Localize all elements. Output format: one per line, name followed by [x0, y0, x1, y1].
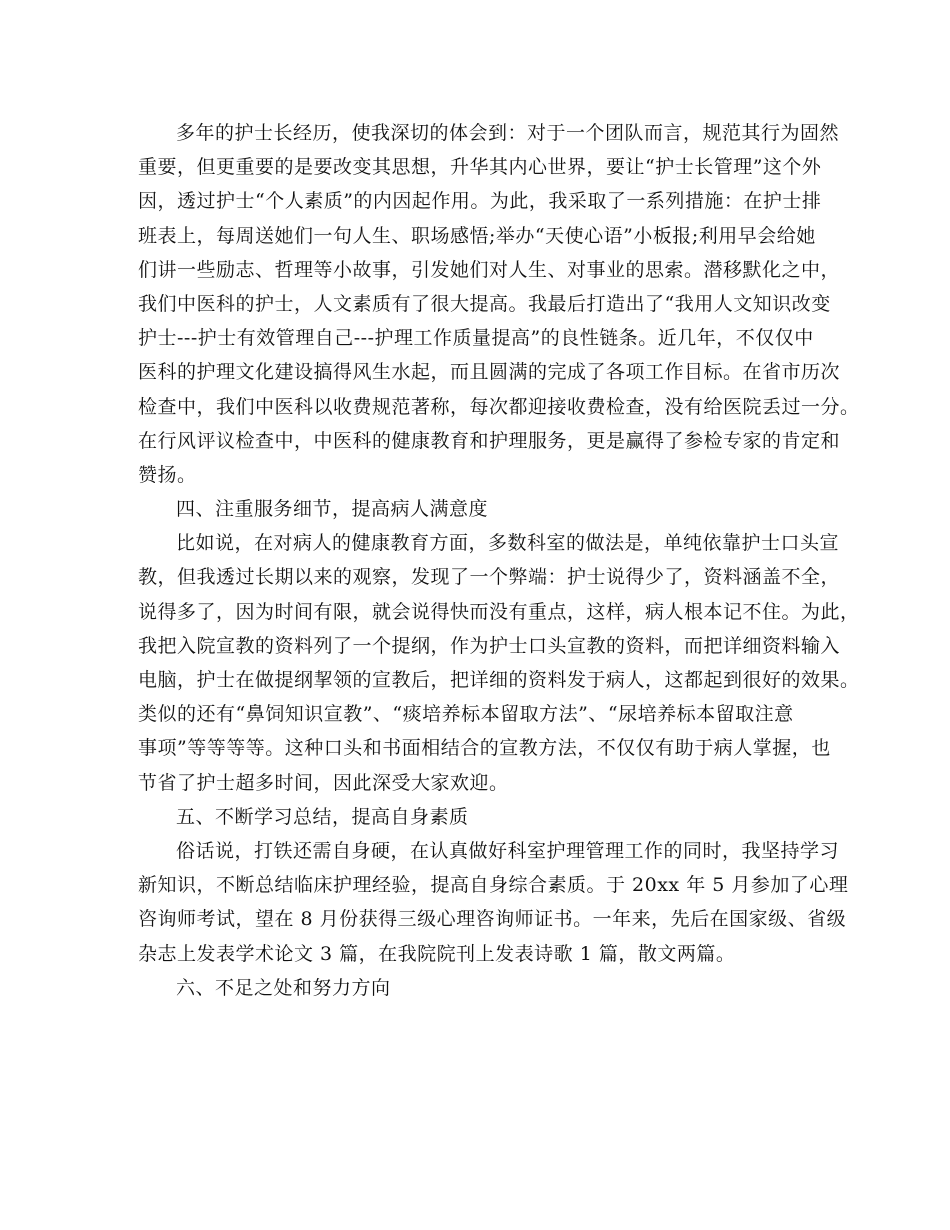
text-line: 护士---护士有效管理自己---护理工作质量提高”的良性链条。近几年，不仅仅中 — [138, 327, 814, 350]
paragraph-start-line: 俗话说，打铁还需自身硬，在认真做好科室护理管理工作的同时，我坚持学习 — [176, 839, 840, 862]
paragraph-start-line: 六、不足之处和努力方向 — [176, 976, 391, 999]
text-line: 咨询师考试，望在 8 月份获得三级心理咨询师证书。一年来，先后在国家级、省级 — [138, 908, 847, 931]
text-line: 检查中，我们中医科以收费规范著称，每次都迎接收费检查，没有给医院丢过一分。 — [138, 395, 860, 418]
text-line: 医科的护理文化建设搞得风生水起，而且圆满的完成了各项工作目标。在省市历次 — [138, 361, 841, 384]
text-line: 重要，但更重要的是要改变其思想，升华其内心世界，要让“护士长管理”这个外 — [138, 156, 822, 179]
paragraph-start-line: 四、注重服务细节，提高病人满意度 — [176, 498, 489, 521]
text-line: 说得多了，因为时间有限，就会说得快而没有重点，这样，病人根本记不住。为此， — [138, 600, 860, 623]
text-line: 们讲一些励志、哲理等小故事，引发她们对人生、对事业的思索。潜移默化之中， — [138, 258, 841, 281]
text-line: 事项”等等等等。这种口头和书面相结合的宣教方法，不仅仅有助于病人掌握，也 — [138, 737, 831, 760]
text-line: 因，透过护士“个人素质”的内因起作用。为此，我采取了一系列措施：在护士排 — [138, 190, 822, 213]
document-body — [138, 116, 860, 1005]
paragraph-start-line: 多年的护士长经历，使我深切的体会到：对于一个团队而言，规范其行为固然 — [176, 122, 840, 144]
text-line: 杂志上发表学术论文 3 篇，在我院院刊上发表诗歌 1 篇，散文两篇。 — [138, 942, 736, 965]
text-line: 在行风评议检查中，中医科的健康教育和护理服务，更是赢得了参检专家的肯定和 — [138, 429, 841, 452]
text-line: 电脑，护士在做提纲挈领的宣教后，把详细的资料发于病人，这都起到很好的效果。 — [138, 669, 860, 691]
text-line: 教，但我透过长期以来的观察，发现了一个弊端：护士说得少了，资料涵盖不全， — [138, 566, 841, 589]
text-line: 班表上，每周送她们一句人生、职场感悟;举办“天使心语”小板报;利用早会给她 — [138, 224, 816, 247]
text-line: 我把入院宣教的资料列了一个提纲，作为护士口头宣教的资料，而把详细资料输入 — [138, 634, 841, 657]
text-line: 类似的还有“鼻饲知识宣教”、“痰培养标本留取方法”、“尿培养标本留取注意 — [138, 703, 794, 726]
text-line: 新知识，不断总结临床护理经验，提高自身综合素质。于 20xx 年 5 月参加了心理 — [138, 874, 849, 897]
text-line: 节省了护士超多时间，因此深受大家欢迎。 — [138, 771, 509, 794]
paragraph-start-line: 比如说，在对病人的健康教育方面，多数科室的做法是，单纯依靠护士口头宣 — [176, 532, 840, 555]
text-line: 我们中医科的护士，人文素质有了很大提高。我最后打造出了“我用人文知识改变 — [138, 292, 831, 315]
text-line: 赞扬。 — [138, 463, 197, 486]
paragraph-start-line: 五、不断学习总结，提高自身素质 — [176, 805, 469, 828]
